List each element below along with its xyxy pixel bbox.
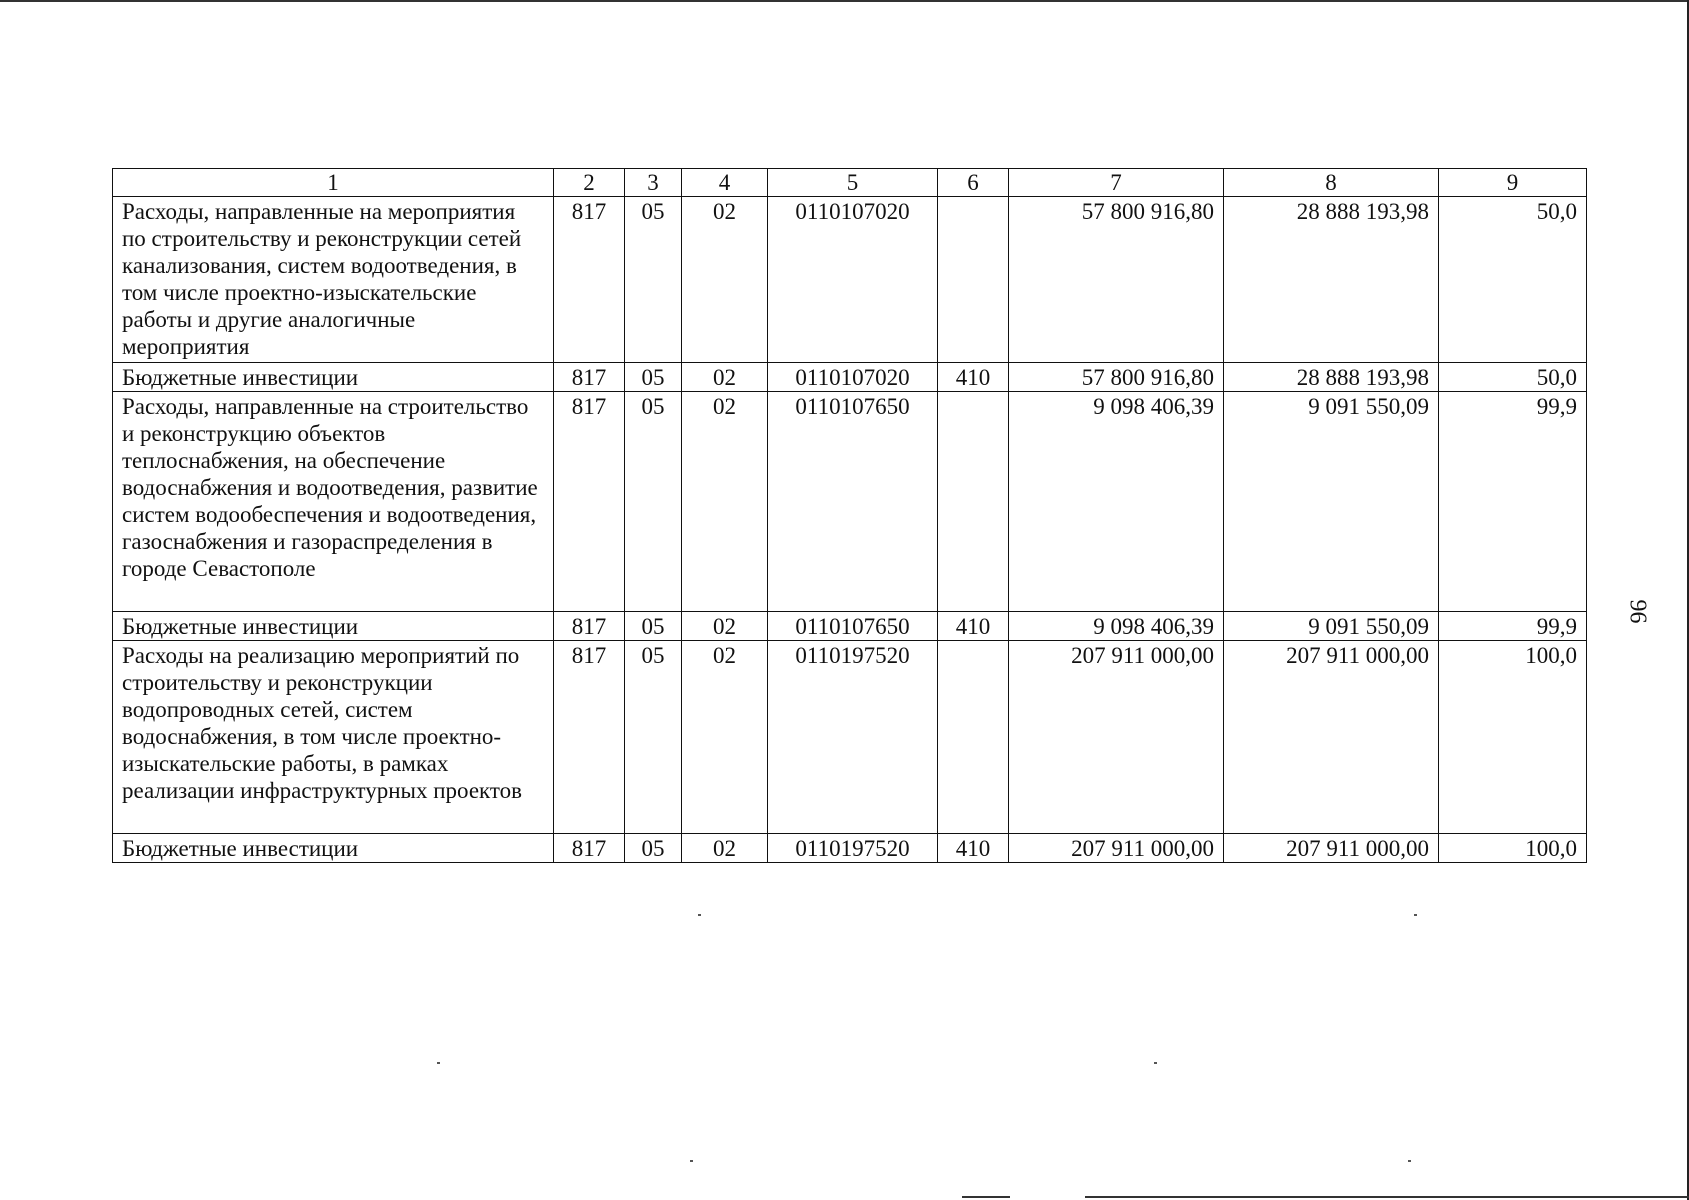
row-cell-6 — [938, 392, 1009, 612]
row-cell-8: 28 888 193,98 — [1224, 197, 1439, 363]
table-row — [113, 392, 1587, 612]
row-cell-4: 02 — [682, 392, 768, 612]
row-cell-4: 02 — [682, 834, 768, 863]
row-cell-9: 100,0 — [1439, 641, 1587, 834]
row-cell-7: 57 800 916,80 — [1009, 197, 1224, 363]
scan-border-bottom-fragment — [962, 1196, 1010, 1198]
row-cell-3: 05 — [625, 641, 682, 834]
row-cell-3: 05 — [625, 197, 682, 363]
row-cell-5: 0110107020 — [768, 363, 938, 392]
row-cell-7: 9 098 406,39 — [1009, 392, 1224, 612]
row-cell-3: 05 — [625, 363, 682, 392]
row-cell-4: 02 — [682, 197, 768, 363]
row-cell-6: 410 — [938, 612, 1009, 641]
row-cell-6: 410 — [938, 363, 1009, 392]
page-number: 96 — [1624, 599, 1651, 624]
header-cell-5: 5 — [768, 169, 938, 197]
header-cell-6: 6 — [938, 169, 1009, 197]
row-cell-4: 02 — [682, 363, 768, 392]
header-cell-7: 7 — [1009, 169, 1224, 197]
row-cell-2: 817 — [554, 612, 625, 641]
row-cell-2: 817 — [554, 641, 625, 834]
header-cell-8: 8 — [1224, 169, 1439, 197]
header-cell-9: 9 — [1439, 169, 1587, 197]
row-cell-6 — [938, 197, 1009, 363]
row-cell-3: 05 — [625, 834, 682, 863]
row-cell-8: 207 911 000,00 — [1224, 834, 1439, 863]
row-cell-8: 9 091 550,09 — [1224, 392, 1439, 612]
row-name-cell: Бюджетные инвестиции — [113, 612, 554, 641]
header-cell-2: 2 — [554, 169, 625, 197]
scan-speck — [1154, 1062, 1157, 1064]
row-cell-7: 9 098 406,39 — [1009, 612, 1224, 641]
row-cell-5: 0110197520 — [768, 641, 938, 834]
table-row — [113, 641, 1587, 834]
row-cell-8: 9 091 550,09 — [1224, 612, 1439, 641]
row-cell-2: 817 — [554, 197, 625, 363]
row-name-cell: Бюджетные инвестиции — [113, 363, 554, 392]
row-cell-9: 50,0 — [1439, 363, 1587, 392]
row-cell-6 — [938, 641, 1009, 834]
row-cell-8: 28 888 193,98 — [1224, 363, 1439, 392]
row-name-cell: Расходы, направленные на строительство и реконструкцию объектов теплоснабжения, на обеспечение водоснабжения и водоотведения, развитие систем водообеспечения и водоотведения, газоснабжения и газораспределения в городе Севастополе — [113, 392, 554, 612]
row-name-cell: Расходы, направленные на мероприятия по строительству и реконструкции сетей канализования, систем водоотведения, в том числе проектно-изыскательские работы и другие аналогичные мероприятия — [113, 197, 554, 363]
table-row — [113, 197, 1587, 363]
header-row — [113, 169, 1587, 197]
row-cell-7: 57 800 916,80 — [1009, 363, 1224, 392]
scan-speck — [1414, 914, 1417, 916]
row-cell-4: 02 — [682, 612, 768, 641]
row-cell-7: 207 911 000,00 — [1009, 641, 1224, 834]
scan-speck — [690, 1160, 693, 1162]
scan-border-top — [0, 0, 1689, 2]
row-cell-9: 50,0 — [1439, 197, 1587, 363]
row-cell-2: 817 — [554, 834, 625, 863]
table-row — [113, 363, 1587, 392]
row-cell-5: 0110107650 — [768, 392, 938, 612]
scan-speck — [698, 914, 701, 916]
row-cell-6: 410 — [938, 834, 1009, 863]
row-cell-7: 207 911 000,00 — [1009, 834, 1224, 863]
row-cell-2: 817 — [554, 392, 625, 612]
row-name-cell: Бюджетные инвестиции — [113, 834, 554, 863]
row-cell-8: 207 911 000,00 — [1224, 641, 1439, 834]
row-cell-9: 100,0 — [1439, 834, 1587, 863]
header-cell-3: 3 — [625, 169, 682, 197]
table-body — [113, 169, 1587, 863]
row-cell-3: 05 — [625, 612, 682, 641]
budget-table — [112, 168, 1587, 863]
row-cell-5: 0110107650 — [768, 612, 938, 641]
row-cell-5: 0110107020 — [768, 197, 938, 363]
table-row — [113, 834, 1587, 863]
row-cell-4: 02 — [682, 641, 768, 834]
row-cell-9: 99,9 — [1439, 392, 1587, 612]
row-name-cell: Расходы на реализацию мероприятий по строительству и реконструкции водопроводных сетей, систем водоснабжения, в том числе проектно-изыскательские работы, в рамках реализации инфраструктурных проектов — [113, 641, 554, 834]
row-cell-5: 0110197520 — [768, 834, 938, 863]
scan-speck — [1408, 1160, 1411, 1162]
header-cell-1: 1 — [113, 169, 554, 197]
row-cell-9: 99,9 — [1439, 612, 1587, 641]
header-cell-4: 4 — [682, 169, 768, 197]
scan-border-bottom — [1085, 1196, 1689, 1198]
row-cell-2: 817 — [554, 363, 625, 392]
scan-speck — [437, 1062, 440, 1064]
row-cell-3: 05 — [625, 392, 682, 612]
table-row — [113, 612, 1587, 641]
